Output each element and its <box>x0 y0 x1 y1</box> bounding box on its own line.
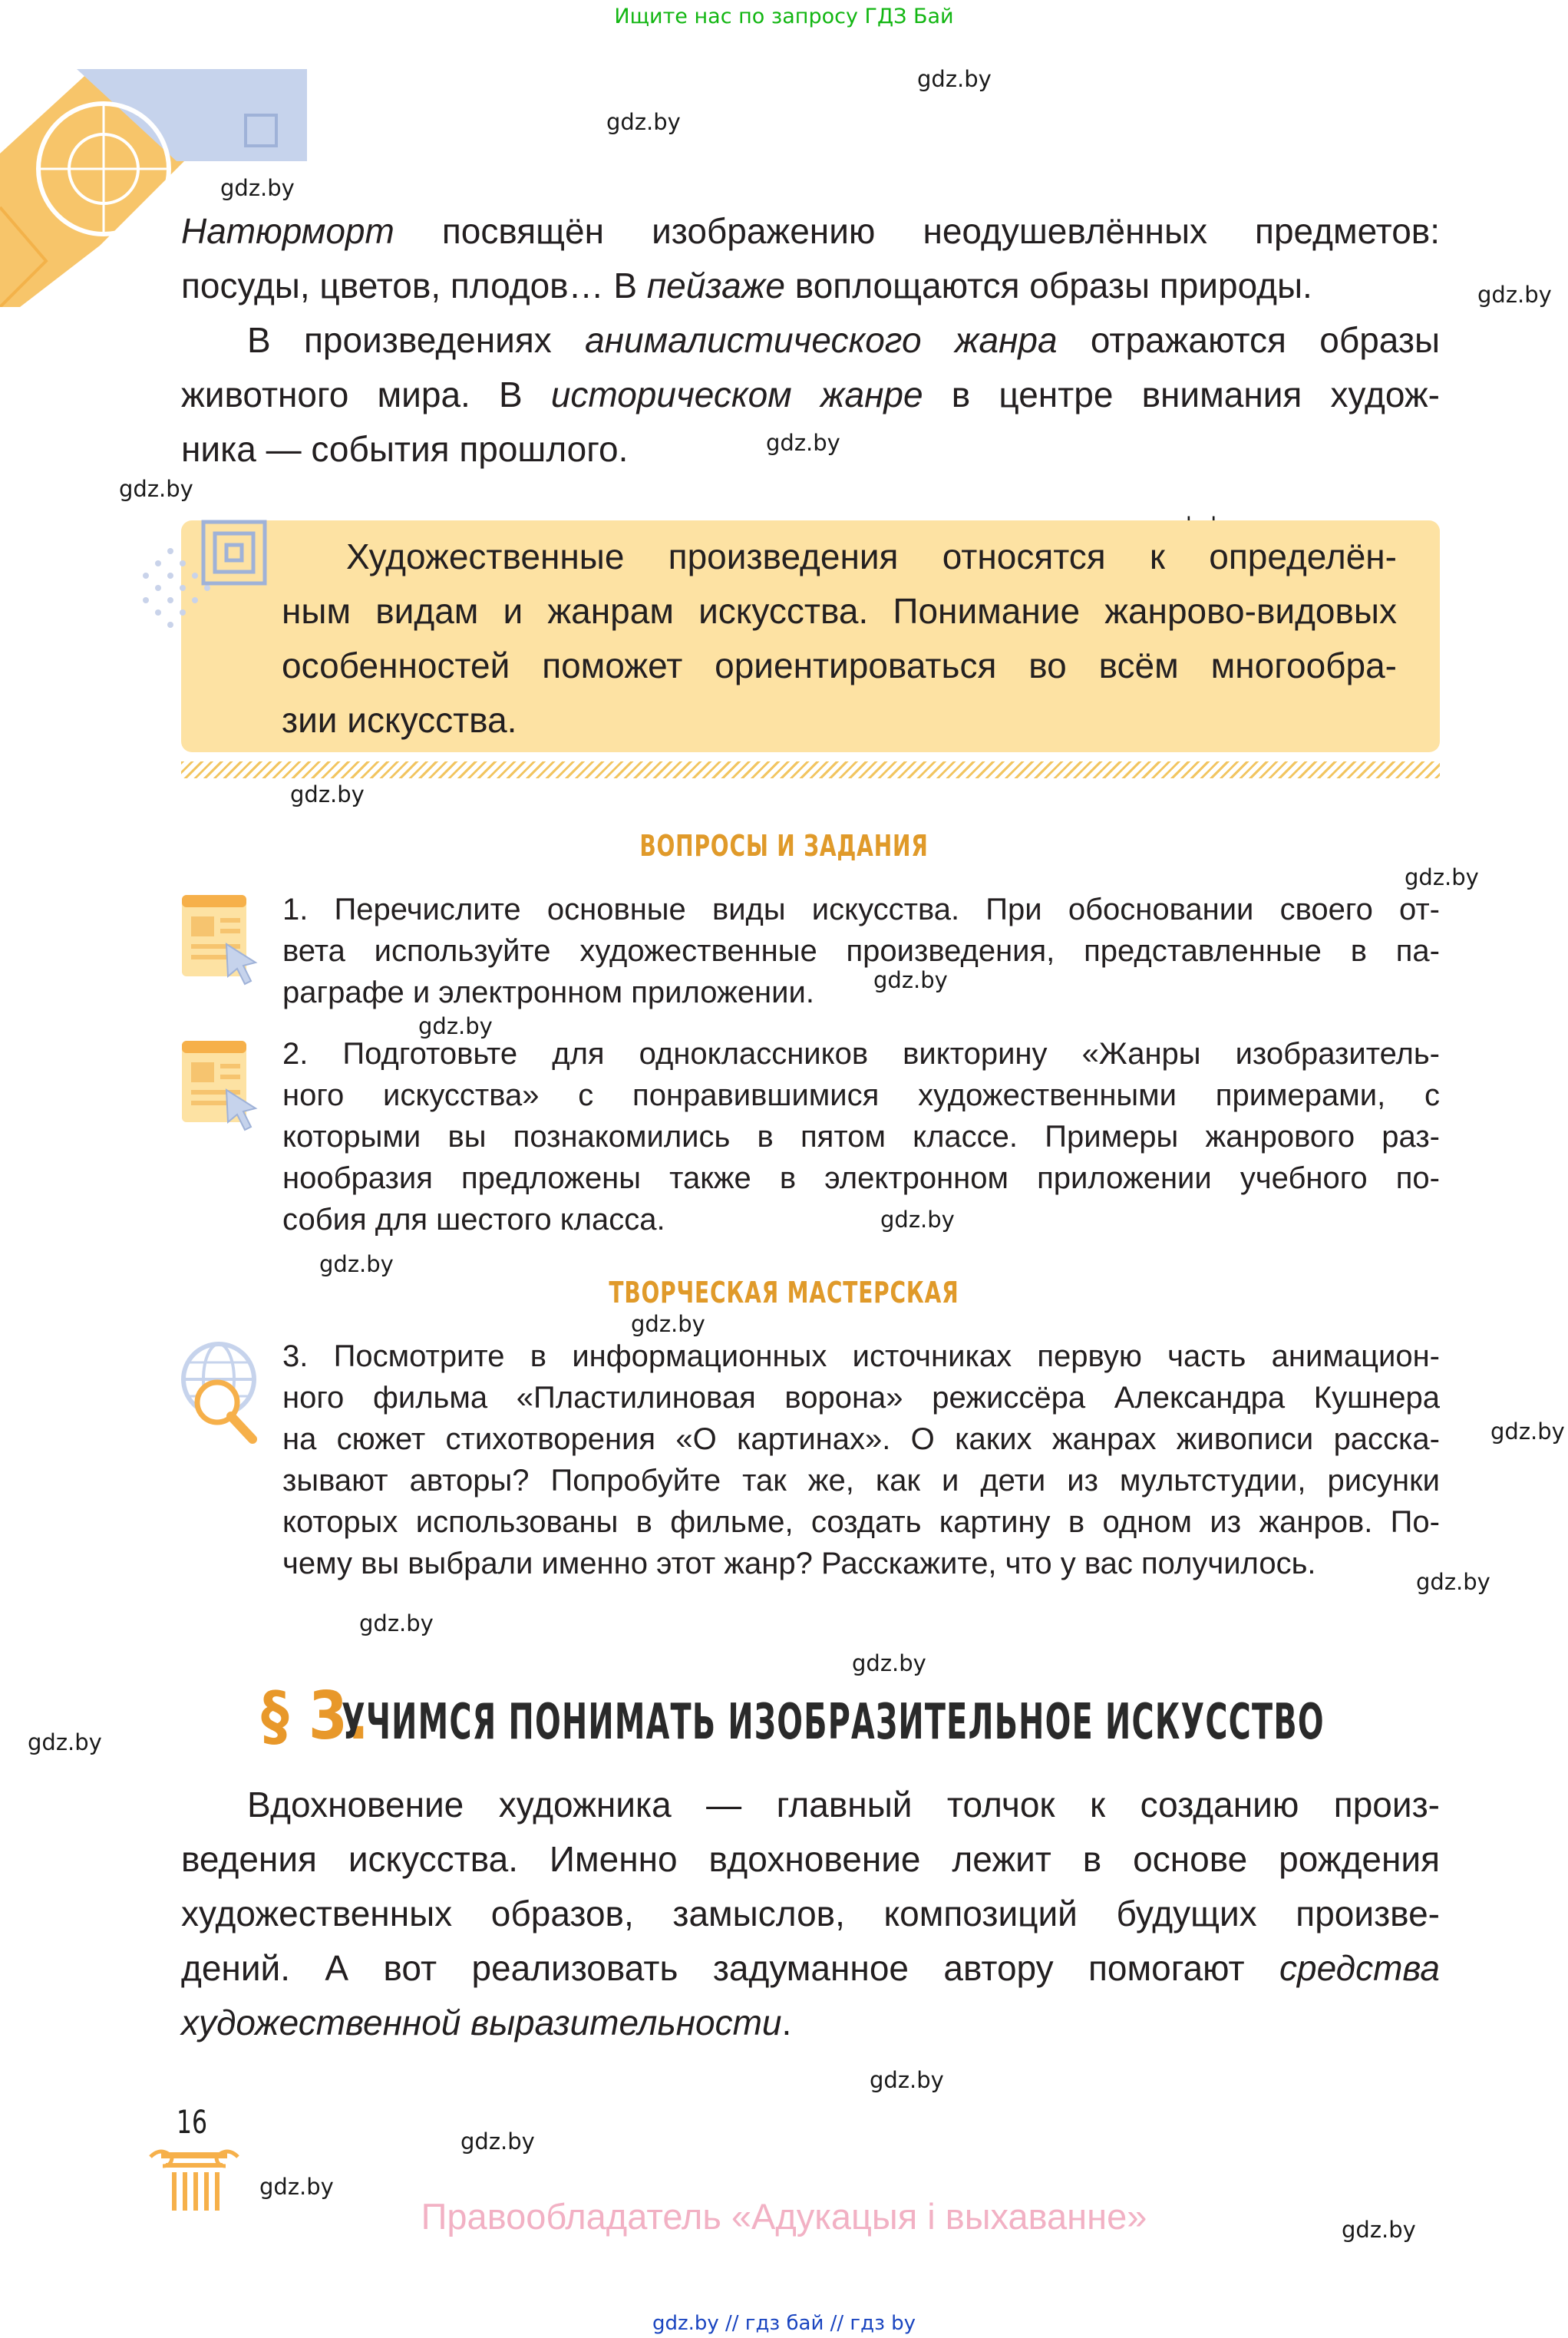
question-line: которых использованы в фильме, создать картину в одном из жанров. По- <box>282 1505 1440 1539</box>
watermark: gdz.by <box>1416 1569 1490 1595</box>
term-animal-genre: анималистического жанра <box>585 320 1058 360</box>
text-span: посуды, цветов, плодов… В <box>181 266 647 305</box>
intro-line <box>181 313 1440 368</box>
intro-line <box>181 259 1440 313</box>
watermark: gdz.by <box>220 175 295 201</box>
watermark: gdz.by <box>460 2128 535 2155</box>
intro-paragraph-1 <box>181 204 1440 313</box>
question-1 <box>282 889 1440 1013</box>
intro-line <box>181 204 1440 259</box>
callout-text <box>282 530 1397 748</box>
watermark: gdz.by <box>1477 282 1552 308</box>
text-span: отражаются образы <box>1057 320 1441 360</box>
question-line: на сюжет стихотворения «О картинах». О каких жанрах живописи расска- <box>282 1422 1440 1456</box>
watermark: gdz.by <box>1490 1418 1565 1445</box>
globe-search-icon <box>179 1339 265 1447</box>
question-line: 2. Подготовьте для одноклассников викторину «Жанры изобразитель- <box>282 1037 1440 1071</box>
question-line: вета используйте художественные произведения, представленные в па- <box>282 934 1440 968</box>
text-span: дений. А вот реализовать задуманное автору помогают <box>181 1948 1280 1988</box>
question-line: ного искусства» с понравившимися художественными примерами, с <box>282 1078 1440 1112</box>
question-line: 3. Посмотрите в информационных источниках первую часть анимацион- <box>282 1339 1440 1373</box>
pattern-ornament-icon <box>130 507 284 675</box>
watermark: gdz.by <box>880 1207 955 1233</box>
body-line: Вдохновение художника — главный толчок к созданию произ- <box>247 1785 1440 1824</box>
text-span: животного мира. В <box>181 375 551 414</box>
questions-heading: ВОПРОСЫ И ЗАДАНИЯ <box>639 829 929 863</box>
question-line: ного фильма «Пластилиновая ворона» режиссёра Александра Кушнера <box>282 1381 1440 1415</box>
text-span: в центре внимания худож- <box>923 375 1440 414</box>
question-line: зывают авторы? Попробуйте так же, как и дети из мультстудии, рисунки <box>282 1464 1440 1498</box>
top-banner-link[interactable]: Ищите нас по запросу ГДЗ Бай <box>614 5 954 28</box>
watermark: gdz.by <box>1405 864 1479 890</box>
watermark: gdz.by <box>259 2174 334 2200</box>
watermark: gdz.by <box>28 1729 102 1755</box>
watermark: gdz.by <box>852 1650 926 1676</box>
bottom-links[interactable]: gdz.by // гдз бай // гдз by <box>652 2312 916 2335</box>
intro-line <box>181 368 1440 422</box>
watermark: gdz.by <box>870 2067 944 2093</box>
intro-line: ника — события прошлого. <box>181 429 629 469</box>
page-number: 16 <box>177 2103 208 2141</box>
body-line: ведения искусства. Именно вдохновение лежит в основе рождения <box>181 1839 1440 1879</box>
workshop-heading: ТВОРЧЕСКАЯ МАСТЕРСКАЯ <box>609 1276 959 1309</box>
question-3 <box>282 1336 1440 1584</box>
document-cursor-icon <box>179 890 265 989</box>
question-line: собия для шестого класса. <box>282 1203 665 1237</box>
paragraph-body <box>181 1778 1440 2050</box>
question-line: которыми вы познакомились в пятом классе. Примеры жанрового раз- <box>282 1120 1440 1154</box>
copyright-notice: Правообладатель «Адукацыя і выхаванне» <box>421 2196 1147 2237</box>
text-span: . <box>781 2003 792 2042</box>
watermark: gdz.by <box>631 1311 705 1337</box>
watermark: gdz.by <box>917 66 992 92</box>
text-span: воплощаются образы природы. <box>785 266 1312 305</box>
question-line: чему вы выбрали именно этот жанр? Расскажите, что у вас получилось. <box>282 1547 1316 1580</box>
term-means: средства <box>1279 1948 1440 1988</box>
callout-line: Художественные произведения относятся к определён- <box>346 537 1397 576</box>
text-span: посвящён изображению неодушевлённых предметов: <box>394 211 1440 251</box>
watermark: gdz.by <box>119 476 193 502</box>
hatched-divider <box>181 761 1440 778</box>
callout-line: зии искусства. <box>282 700 517 740</box>
callout-line: особенностей поможет ориентироваться во всём многообра- <box>282 646 1397 685</box>
watermark: gdz.by <box>606 109 681 135</box>
watermark: gdz.by <box>873 967 948 993</box>
question-line: раграфе и электронном приложении. <box>282 976 814 1009</box>
paragraph-name: УЧИМСЯ ПОНИМАТЬ ИЗОБРАЗИТЕЛЬНОЕ ИСКУССТВО <box>342 1694 1325 1751</box>
term-still-life: Натюрморт <box>181 211 394 251</box>
term-landscape: пейзаже <box>646 266 785 305</box>
watermark: gdz.by <box>1342 2217 1416 2243</box>
question-2 <box>282 1033 1440 1240</box>
intro-paragraph-2 <box>181 313 1440 477</box>
body-line: художественных образов, замыслов, композиций будущих произве- <box>181 1894 1440 1933</box>
paragraph-title <box>261 1678 1568 1755</box>
watermark: gdz.by <box>319 1251 394 1277</box>
watermark: gdz.by <box>766 430 840 456</box>
watermark: gdz.by <box>418 1013 493 1039</box>
watermark: gdz.by <box>359 1610 434 1636</box>
watermark: gdz.by <box>290 781 365 807</box>
term-expressiveness: художественной выразительности <box>181 2003 782 2042</box>
body-line <box>181 1996 1440 2050</box>
paragraph-number: § 3. <box>261 1678 369 1755</box>
text-span: В произведениях <box>247 320 586 360</box>
callout-line: ным видам и жанрам искусства. Понимание жанрово-видовых <box>282 591 1397 631</box>
document-cursor-icon <box>179 1036 265 1134</box>
body-line <box>181 1941 1440 1996</box>
term-historical-genre: историческом жанре <box>550 375 923 414</box>
question-line: 1. Перечислите основные виды искусства. При обосновании своего от- <box>282 893 1440 926</box>
question-line: нообразия предложены также в электронном приложении учебного по- <box>282 1161 1440 1195</box>
